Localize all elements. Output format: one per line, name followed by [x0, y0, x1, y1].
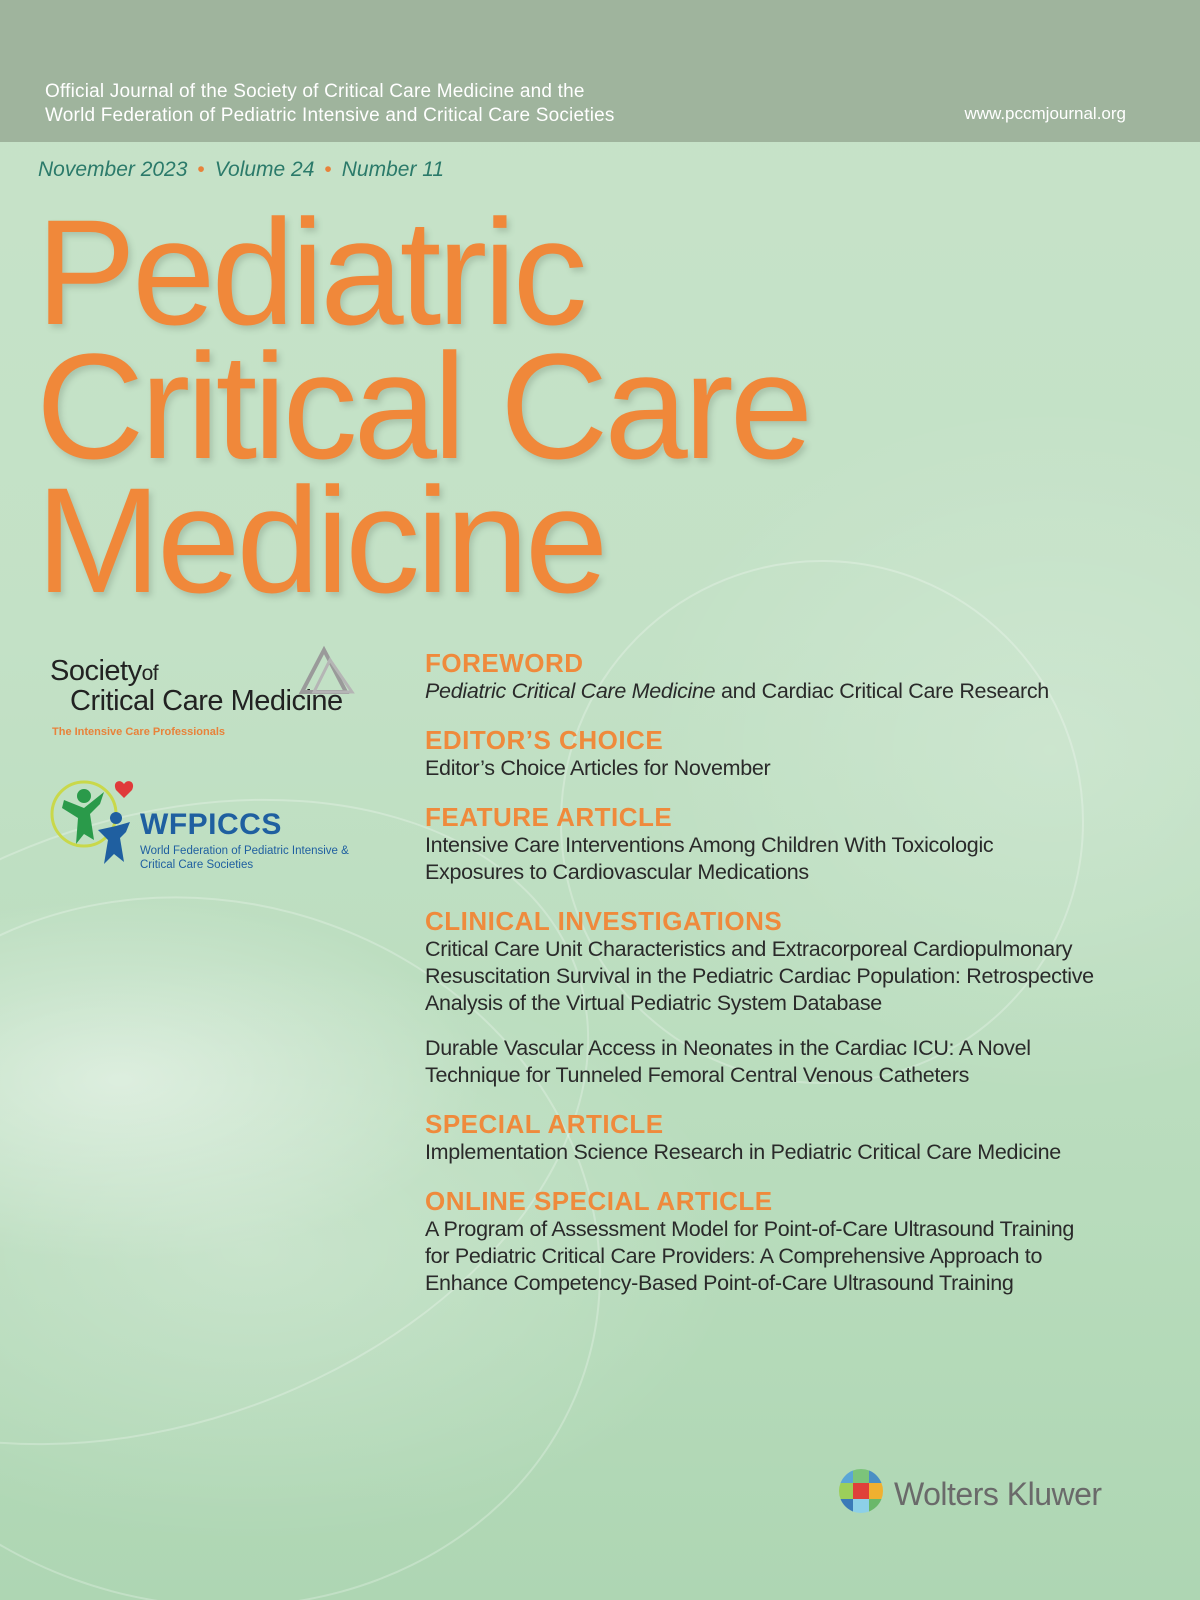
section-heading: FOREWORD [425, 648, 584, 678]
article-line: Resuscitation Survival in the Pediatric Cardiac Population: Retrospective [425, 964, 1094, 988]
title-line-2: Critical Care [36, 322, 810, 490]
article-title[interactable] [425, 832, 1155, 886]
article-title[interactable]: Implementation Science Research in Pediatric Critical Care Medicine [425, 1140, 1061, 1164]
article-title[interactable]: Editor’s Choice Articles for November [425, 756, 771, 780]
issue-number: Number 11 [341, 158, 445, 181]
section-heading: SPECIAL ARTICLE [425, 1109, 664, 1139]
publisher-name: Wolters Kluwer [894, 1476, 1102, 1512]
article-line: Enhance Competency-Based Point-of-Care Ultrasound Training [425, 1271, 1014, 1295]
toc-section-foreword [425, 648, 1155, 705]
article-line: Critical Care Unit Characteristics and Extracorporeal Cardiopulmonary [425, 937, 1073, 961]
title-line-3: Medicine [36, 456, 605, 624]
sccm-triangle-icon [294, 640, 364, 695]
toc-section-special-article [425, 1109, 1155, 1166]
sccm-logo [50, 655, 370, 738]
wfpiccs-full-name [140, 844, 380, 872]
sccm-tagline: The Intensive Care Professionals [52, 726, 226, 738]
sccm-name-text: Critical Care Medicine [70, 685, 343, 717]
table-of-contents [425, 648, 1155, 1317]
article-title[interactable] [425, 678, 1155, 705]
article-line: for Pediatric Critical Care Providers: A Comprehensive Approach to [425, 1244, 1043, 1268]
toc-section-online-special-article [425, 1186, 1155, 1297]
article-line: Technique for Tunneled Femoral Central Venous Catheters [425, 1063, 970, 1087]
website-link[interactable]: www.pccmjournal.org [964, 104, 1126, 123]
article-line: Exposures to Cardiovascular Medications [425, 860, 809, 884]
article-line: Intensive Care Interventions Among Children With Toxicologic [425, 833, 994, 857]
sccm-society-text [50, 655, 158, 688]
section-heading: CLINICAL INVESTIGATIONS [425, 906, 783, 936]
article-line: Analysis of the Virtual Pediatric System Database [425, 991, 882, 1015]
issue-info [38, 158, 444, 182]
sccm-society-word: Society [50, 655, 142, 687]
section-heading: FEATURE ARTICLE [425, 802, 673, 832]
issue-volume: Volume 24 [214, 158, 315, 181]
title-line-1: Pediatric [36, 188, 584, 356]
wfpiccs-full-line-2: Critical Care Societies [140, 859, 254, 871]
official-line-1: Official Journal of the Society of Critical Care Medicine and the [45, 81, 585, 102]
wolters-kluwer-mosaic-icon [838, 1468, 884, 1514]
article-italic-part: Pediatric Critical Care Medicine [425, 679, 716, 703]
article-line: A Program of Assessment Model for Point-of-Care Ultrasound Training [425, 1217, 1075, 1241]
section-heading: EDITOR’S CHOICE [425, 725, 664, 755]
header-bar [0, 0, 1200, 142]
toc-section-clinical-investigations [425, 906, 1155, 1089]
article-title[interactable] [425, 1035, 1155, 1089]
wfpiccs-acronym: WFPICCS [140, 808, 282, 841]
separator-dot: • [197, 158, 205, 181]
article-title[interactable] [425, 936, 1155, 1017]
wfpiccs-full-line-1: World Federation of Pediatric Intensive & [140, 845, 349, 857]
sccm-of-word: of [141, 662, 159, 685]
toc-section-editors-choice [425, 725, 1155, 782]
article-text-part: and Cardiac Critical Care Research [715, 679, 1049, 703]
official-journal-text [45, 80, 615, 128]
wfpiccs-logo [50, 778, 370, 878]
wfpiccs-figures-icon [50, 778, 140, 873]
issue-date: November 2023 [38, 158, 188, 181]
wolters-kluwer-logo [838, 1468, 1128, 1518]
section-heading: ONLINE SPECIAL ARTICLE [425, 1186, 773, 1216]
article-line: Durable Vascular Access in Neonates in the Cardiac ICU: A Novel [425, 1036, 1031, 1060]
official-line-2: World Federation of Pediatric Intensive and Critical Care Societies [45, 105, 615, 126]
separator-dot: • [324, 158, 332, 181]
toc-section-feature-article [425, 802, 1155, 886]
journal-title [36, 188, 810, 624]
article-title[interactable] [425, 1216, 1155, 1297]
